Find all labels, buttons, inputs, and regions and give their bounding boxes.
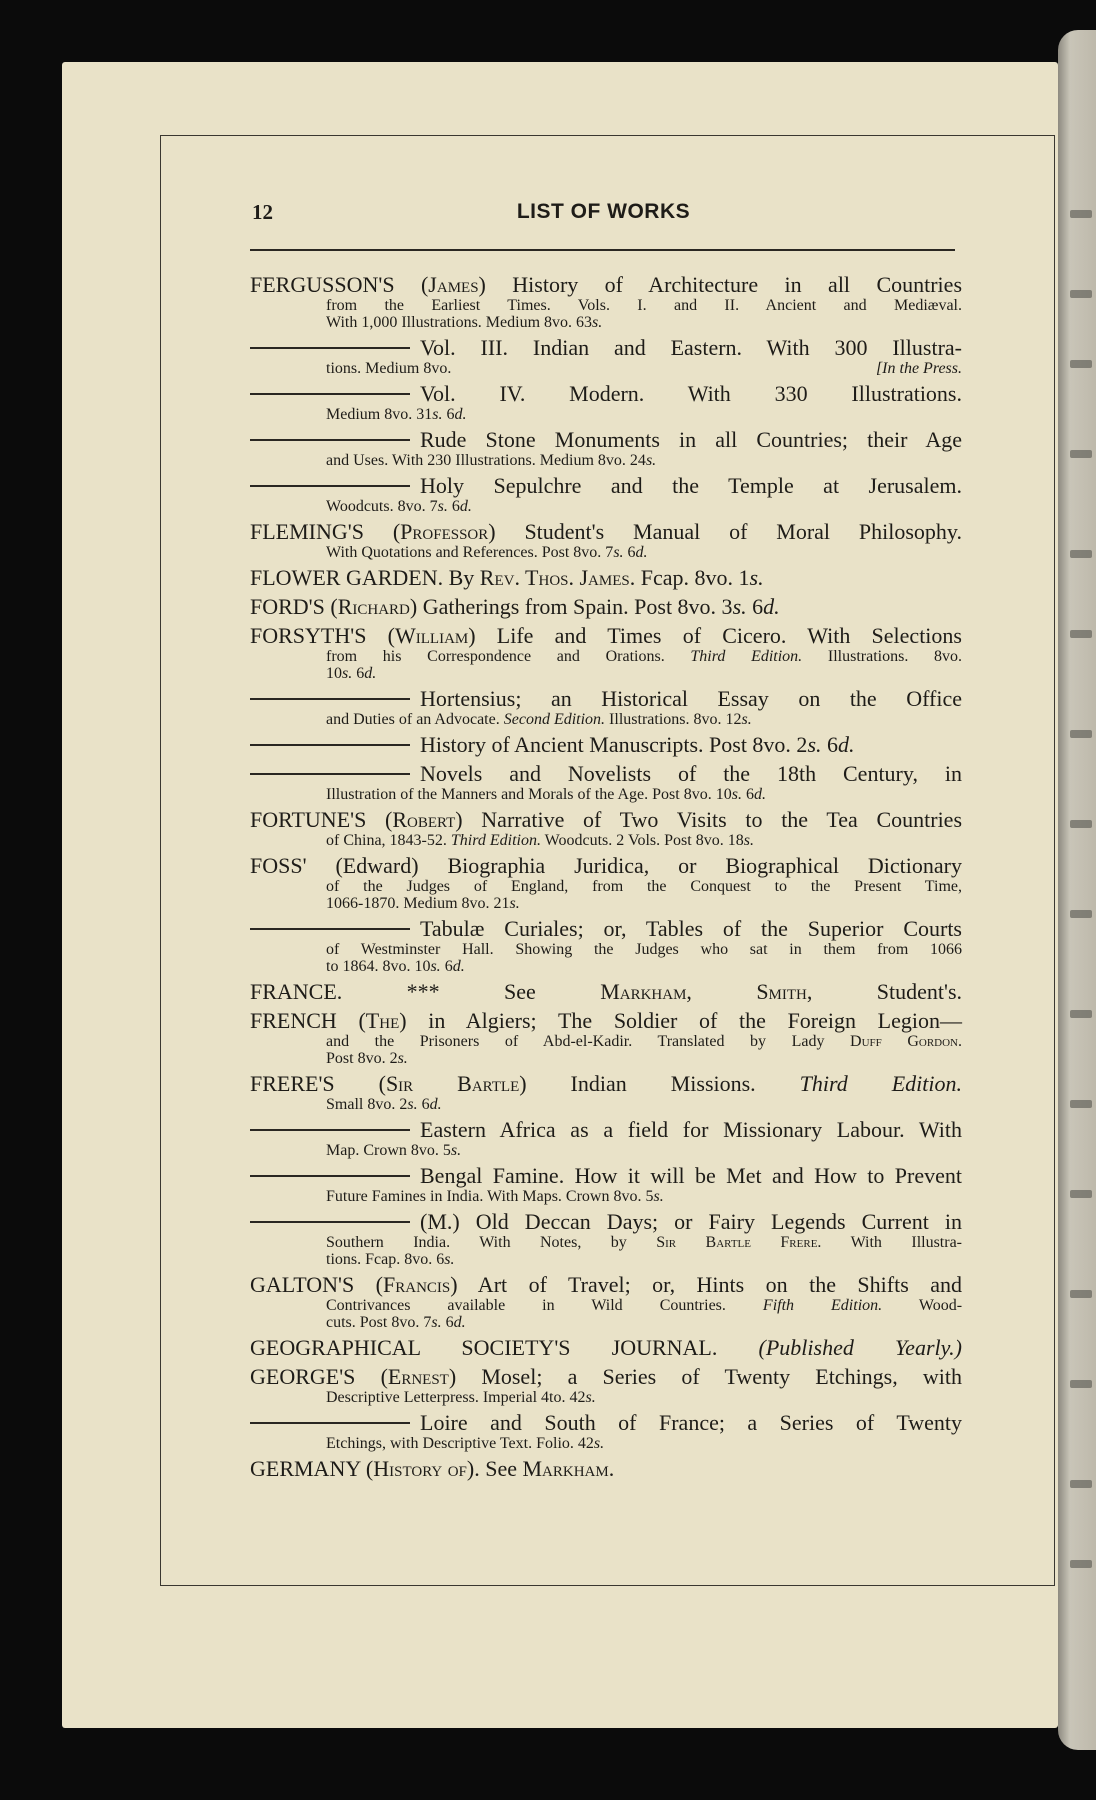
entry-title-line [250,428,962,452]
italic-text: s. [431,1314,442,1331]
small-caps-text: (Professor) [392,519,496,544]
ditto-rule [250,393,410,395]
text-run: 6 [746,594,764,619]
text-run: Future Famines in India. With Maps. Crown 8vo. 5 [326,1188,654,1205]
list-entry [250,336,962,377]
line-text [326,958,465,975]
list-entry [250,428,962,469]
text-run: Etchings, with Descriptive Text. Folio. 42 [326,1435,594,1452]
entry-detail-line [250,941,962,958]
text-run: FORTUNE'S [250,807,386,832]
line-text [326,406,466,423]
entry-title-line [250,1336,962,1360]
small-caps-text: Markham, Smith, [600,979,813,1004]
list-entry [250,273,962,331]
entry-detail-line [250,1297,962,1314]
entry-detail-line [250,1142,962,1159]
small-caps-text: (William) [387,623,476,648]
line-text [250,979,962,1004]
line-text [250,1456,614,1481]
line-text [326,941,962,958]
line-text [420,1163,962,1188]
text-run: Wood- [882,1297,963,1314]
line-text [250,853,962,878]
line-text [250,1335,962,1360]
list-entry [250,566,962,590]
italic-text: s. [397,1050,408,1067]
small-caps-text: Duff Gordon. [850,1033,962,1050]
entry-title-line [250,474,962,498]
entry-title-line [250,1009,962,1033]
text-run: 6 [447,498,460,515]
text-run: 6 [352,665,365,682]
ditto-rule [250,485,410,487]
list-entry [250,1118,962,1159]
small-caps-text: (Robert) [385,807,463,832]
line-text [326,1234,962,1251]
text-run: 10 [326,665,342,682]
small-caps-text: (Ernest) [380,1364,457,1389]
line-text [420,381,962,406]
text-run: Illustrations. 8vo. 12 [605,711,742,728]
list-entry [250,1072,962,1113]
text-run: and Uses. With 230 Illustrations. Medium 8vo. 24 [326,452,646,469]
text-run: FLOWER GARDEN. By [250,565,480,590]
text-run: and Duties of an Advocate. [326,711,504,728]
entry-detail-line [250,544,962,561]
italic-text: s. [509,895,520,912]
text-run: Rude Stone Monuments in all Countries; their Age [420,427,962,452]
small-caps-text: (James) [420,272,486,297]
entry-detail-line [250,832,962,849]
ditto-rule [250,698,410,700]
text-run: 1066-1870. Medium 8vo. 21 [326,895,510,912]
italic-text: d. [838,732,855,757]
text-run: FORSYTH'S [250,623,388,648]
entry-detail-line [250,711,962,728]
ditto-rule [250,773,410,775]
entry-detail-line [250,1251,962,1268]
entry-title-line [250,808,962,832]
italic-text: s. [342,665,353,682]
line-text [326,895,520,912]
list-entry [250,917,962,975]
list-entry [250,1336,962,1360]
text-run: With Quotations and References. Post 8vo. 7 [326,544,614,561]
text-run: Novels and Novelists of the 18th Century, in [420,761,962,786]
text-run: Illustrations. 8vo. [802,648,963,665]
italic-text: s. [437,498,448,515]
line-text [326,648,962,665]
line-text [326,297,962,314]
small-caps-text: (History of). [365,1456,480,1481]
list-entry [250,1273,962,1331]
ditto-rule [250,1175,410,1177]
text-run: Student's Manual of Moral Philosophy. [495,519,962,544]
page-number: 12 [252,200,273,224]
small-caps-text: (Richard) [330,594,418,619]
italic-text: d. [452,958,465,975]
line-text [326,1096,442,1113]
line-text [250,1071,962,1096]
entry-title-line [250,687,962,711]
line-text [326,1142,461,1159]
line-text [326,1389,596,1406]
text-run: Mosel; a Series of Twenty Etchings, with [456,1364,962,1389]
italic-text: s. [430,958,441,975]
line-text [326,878,962,895]
italic-text: d. [763,594,780,619]
text-run: 6 [441,1314,454,1331]
list-entry [250,762,962,803]
line-text [250,272,962,297]
text-run: (M.) Old Deccan Days; or Fairy Legends Current in [420,1209,962,1234]
list-entry [250,520,962,561]
entry-detail-line [250,297,962,314]
entry-title-line [250,1365,962,1389]
italic-text: Second Edition. [503,711,606,728]
entry-detail-line [250,452,962,469]
text-run: Post 8vo. 2 [326,1050,398,1067]
text-run: GEORGE'S [250,1364,381,1389]
line-text [326,711,752,728]
italic-text: d. [453,1314,466,1331]
text-run: Indian Missions. [526,1071,800,1096]
line-text [250,565,764,590]
italic-text: s. [653,1188,664,1205]
line-text [420,1410,962,1435]
list-entry [250,808,962,849]
entry-detail-line [250,1389,962,1406]
ditto-rule [250,744,410,746]
italic-text: (Published Yearly.) [758,1335,962,1360]
italic-text: s. [450,1142,462,1159]
entry-detail-line [250,406,962,423]
works-list [250,268,962,1481]
entry-title-line [250,1072,962,1096]
ditto-rule [250,1129,410,1131]
italic-text: d. [753,786,766,803]
text-run: tions. Fcap. 8vo. 6 [326,1251,445,1268]
text-run: See [479,1456,523,1481]
ditto-rule [250,1221,410,1223]
italic-text: s. [807,732,822,757]
header-rule [250,249,955,251]
text-run: Contrivances available in Wild Countries. [326,1297,763,1314]
text-run: Small 8vo. 2 [326,1096,408,1113]
entry-detail-line [250,786,962,803]
entry-detail-line [250,665,962,682]
line-text [326,360,451,377]
ditto-rule [250,439,410,441]
text-run: Vol. III. Indian and Eastern. With 300 Illustra- [420,335,962,360]
line-text [420,335,962,360]
text-run: Illustration of the Manners and Morals of the Age. Post 8vo. 10 [326,786,732,803]
text-run: Gatherings from Spain. Post 8vo. 3 [417,594,733,619]
line-text [326,1297,962,1314]
line-text [326,665,376,682]
text-run: 6 [623,544,636,561]
text-run: With 1,000 Illustrations. Medium 8vo. 63 [326,314,593,331]
line-text [420,1209,962,1234]
italic-text: Third Edition. [450,832,541,849]
entry-title-line [250,1210,962,1234]
ditto-rule [250,1422,410,1424]
entry-title-line [250,595,962,619]
entry-detail-line [250,498,962,515]
line-text [326,498,472,515]
text-run: Narrative of Two Visits to the Tea Countries [462,807,963,832]
italic-text: s. [732,594,747,619]
entry-detail-line [250,878,962,895]
line-text [326,1251,454,1268]
text-run: FERGUSSON'S [250,272,421,297]
italic-text: s. [743,832,754,849]
line-text [420,1117,962,1142]
text-run: History of Architecture in all Countries [485,272,962,297]
running-header [252,200,955,230]
line-text [326,314,602,331]
italic-text: s. [585,1389,596,1406]
text-run: from the Earliest Times. Vols. I. and II. Ancient and Mediæval. [326,297,962,314]
entry-title-line [250,273,962,297]
line-text [250,519,962,544]
list-entry [250,595,962,619]
line-text [420,473,962,498]
text-run: FRENCH [250,1008,359,1033]
text-run: Fcap. 8vo. 1 [635,565,750,590]
entry-title-line [250,1118,962,1142]
line-text [326,786,766,803]
italic-text: s. [592,314,603,331]
list-entry [250,474,962,515]
italic-text: Third Edition. [799,1071,962,1096]
text-run: Bengal Famine. How it will be Met and How to Prevent [420,1163,962,1188]
line-text [326,1435,604,1452]
entry-detail-line [250,958,962,975]
italic-text: s. [613,544,624,561]
italic-text: d. [635,544,648,561]
text-run: 6 [442,406,455,423]
text-run: Hortensius; an Historical Essay on the Office [420,686,962,711]
text-run: Medium 8vo. 31 [326,406,433,423]
small-caps-text: Rev. Thos. James. [479,565,636,590]
line-text [326,452,656,469]
small-caps-text: (Sir Bartle) [378,1071,527,1096]
text-run: Art of Travel; or, Hints on the Shifts and [457,1272,962,1297]
ditto-rule [250,928,410,930]
entry-title-line [250,980,962,1004]
text-run: 6 [417,1096,430,1113]
italic-text: s. [593,1435,605,1452]
line-text [326,832,754,849]
ditto-rule [250,347,410,349]
text-run: GEOGRAPHICAL SOCIETY'S JOURNAL. [250,1335,759,1360]
entry-title-line [250,854,962,878]
text-run: Woodcuts. 8vo. 7 [326,498,438,515]
text-run: to 1864. 8vo. 10 [326,958,431,975]
line-text [250,807,962,832]
italic-text: s. [741,711,752,728]
text-run: FOSS' (Edward) Biographia Juridica, or Biographical Dictionary [250,853,962,878]
italic-text: d. [459,498,472,515]
line-text [326,1188,664,1205]
text-run: tions. Medium 8vo. [326,360,452,377]
entry-detail-line [250,360,962,377]
entry-title-line [250,1273,962,1297]
list-entry [250,624,962,682]
entry-title-line [250,1457,962,1481]
entry-detail-line [250,1050,962,1067]
list-entry [250,980,962,1004]
entry-detail-line [250,1435,962,1452]
text-run: cuts. Post 8vo. 7 [326,1314,432,1331]
line-text [420,427,962,452]
text-run: of the Judges of England, from the Conquest to the Present Time, [326,878,962,895]
italic-text: s. [407,1096,418,1113]
small-caps-text: (The) [358,1008,407,1033]
entry-title-line [250,382,962,406]
line-text [326,544,648,561]
text-run: Student's. [812,979,963,1004]
running-title: LIST OF WORKS [516,200,691,223]
text-run: Eastern Africa as a field for Missionary Labour. With [420,1117,962,1142]
entry-title-line [250,1164,962,1188]
entry-detail-line [250,1188,962,1205]
line-text [420,916,962,941]
italic-text: s. [444,1251,455,1268]
text-run: GERMANY [250,1456,366,1481]
entry-title-line [250,917,962,941]
adjacent-page-edge [1058,30,1096,1750]
publication-note: [In the Press. [875,360,962,377]
entry-title-line [250,336,962,360]
text-run: of Westminster Hall. Showing the Judges who sat in them from 1066 [326,941,962,958]
line-text [250,1272,962,1297]
entry-detail-line [250,1234,962,1251]
line-text [326,1314,466,1331]
line-text [250,623,962,648]
text-run: Life and Times of Cicero. With Selections [475,623,962,648]
small-caps-text: Sir Bartle Frere. [656,1234,822,1251]
line-text [420,686,962,711]
text-run: Tabulæ Curiales; or, Tables of the Superior Courts [420,916,962,941]
line-text [326,1050,408,1067]
list-entry [250,733,962,757]
text-run: History of Ancient Manuscripts. Post 8vo. 2 [420,732,808,757]
list-entry [250,687,962,728]
text-run: With Illustra- [821,1234,963,1251]
italic-text: Fifth Edition. [762,1297,883,1314]
entry-title-line [250,566,962,590]
text-run: Holy Sepulchre and the Temple at Jerusalem. [420,473,962,498]
text-run: and the Prisoners of Abd-el-Kadir. Translated by Lady [326,1033,851,1050]
text-run: FORD'S [250,594,331,619]
italic-text: Third Edition. [690,648,803,665]
text-run: Southern India. With Notes, by [326,1234,657,1251]
text-run: in Algiers; The Soldier of the Foreign Legion— [406,1008,962,1033]
entry-detail-line [250,1314,962,1331]
entry-title-line [250,733,962,757]
text-run: Map. Crown 8vo. 5 [326,1142,451,1159]
text-run: Woodcuts. 2 Vols. Post 8vo. 18 [540,832,744,849]
italic-text: d. [429,1096,442,1113]
line-text [326,1033,962,1050]
text-run: 6 [741,786,754,803]
small-caps-text: (Francis) [375,1272,458,1297]
text-run: Vol. IV. Modern. With 330 Illustrations. [420,381,962,406]
text-run: from his Correspondence and Orations. [326,648,691,665]
entry-detail-line [250,648,962,665]
entry-title-line [250,762,962,786]
italic-text: s. [432,406,443,423]
text-run: FRANCE. *** See [250,979,601,1004]
list-entry [250,1164,962,1205]
entry-detail-line [250,895,962,912]
entry-detail-line [250,1096,962,1113]
small-caps-text: Markham. [522,1456,615,1481]
line-text [250,1008,962,1033]
text-run: Descriptive Letterpress. Imperial 4to. 42 [326,1389,586,1406]
italic-text: s. [645,452,657,469]
entry-title-line [250,1411,962,1435]
line-text [250,594,780,619]
text-run: FLEMING'S [250,519,393,544]
list-entry [250,1457,962,1481]
line-text [250,1364,962,1389]
italic-text: d. [364,665,377,682]
text-run: GALTON'S [250,1272,376,1297]
entry-title-line [250,520,962,544]
list-entry [250,854,962,912]
italic-text: s. [749,565,764,590]
list-entry [250,1009,962,1067]
line-text [420,761,962,786]
list-entry [250,382,962,423]
text-run: Loire and South of France; a Series of Twenty [420,1410,962,1435]
text-run: FRERE'S [250,1071,379,1096]
list-entry [250,1365,962,1406]
line-text [420,732,855,757]
text-run: of China, 1843-52. [326,832,451,849]
entry-detail-line [250,1033,962,1050]
text-run: 6 [821,732,838,757]
entry-detail-line [250,314,962,331]
list-entry [250,1411,962,1452]
text-run: 6 [440,958,453,975]
italic-text: d. [454,406,467,423]
list-entry [250,1210,962,1268]
italic-text: s. [731,786,742,803]
entry-title-line [250,624,962,648]
